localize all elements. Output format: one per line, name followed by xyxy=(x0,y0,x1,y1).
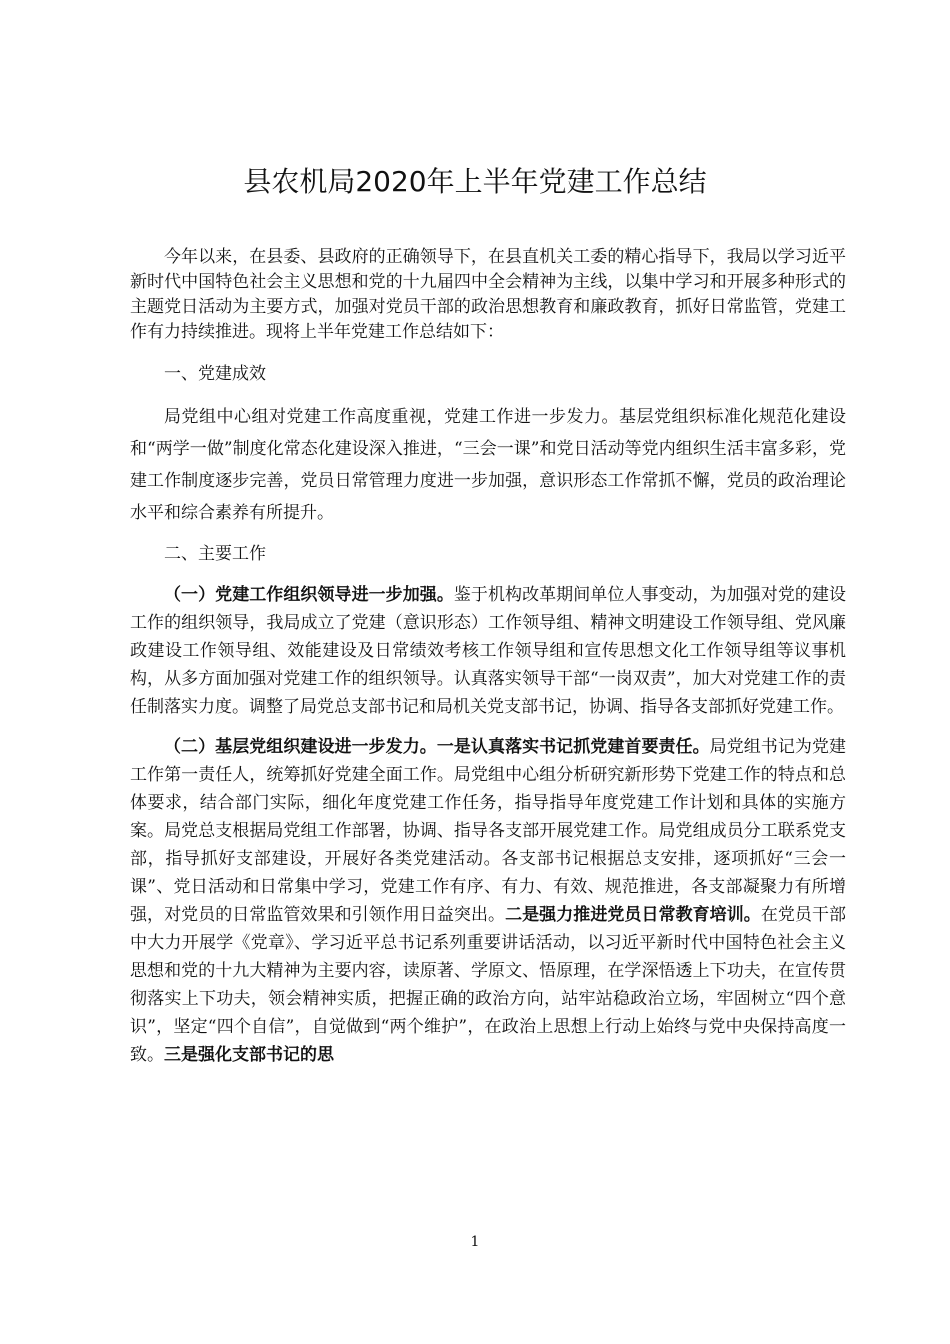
work-item-2-sub2-lead: 二是强力推进党员日常教育培训。 xyxy=(505,905,761,925)
work-item-1-lead: （一）党建工作组织领导进一步加强。 xyxy=(164,585,454,605)
work-item-2-paragraph xyxy=(130,733,846,1069)
work-item-1-paragraph xyxy=(130,581,846,721)
work-item-2-lead: （二）基层党组织建设进一步发力。 xyxy=(164,737,437,757)
work-item-1-body: 鉴于机构改革期间单位人事变动，为加强对党的建设工作的组织领导，我局成立了党建（意识形态）工作领导组、精神文明建设工作领导组、党风廉政建设工作领导组、效能建设及日常绩效考核工作领导组和宣传思想文化工作领导组等议事机构，从多方面加强对党建工作的组织领导。认真落实领导干部“一岗双责”，加大对党建工作的责任制落实力度。调整了局党总支部书记和局机关党支部书记，协调、指导各支部抓好党建工作。 xyxy=(130,585,847,717)
section-heading-results: 一、党建成效 xyxy=(164,364,266,384)
document-title: 县农机局2020年上半年党建工作总结 xyxy=(243,165,707,198)
work-item-2-sub1-body: 局党组书记为党建工作第一责任人，统筹抓好党建全面工作。局党组中心组分析研究新形势下党建工作的特点和总体要求，结合部门实际，细化年度党建工作任务，指导指导年度党建工作计划和具体的实施方案。局党总支根据局党组工作部署，协调、指导各支部开展党建工作。局党组成员分工联系党支部，指导抓好支部建设，开展好各类党建活动。各支部书记根据总支安排，逐项抓好“三会一课”、党日活动和日常集中学习，党建工作有序、有力、有效、规范推进，各支部凝聚力有所增强，对党员的日常监管效果和引领作用日益突出。 xyxy=(130,737,847,925)
document-body xyxy=(130,245,846,1069)
intro-paragraph: 今年以来，在县委、县政府的正确领导下，在县直机关工委的精心指导下，我局以学习近平新时代中国特色社会主义思想和党的十九届四中全会精神为主线，以集中学习和开展多种形式的主题党日活动为主要方式，加强对党员干部的政治思想教育和廉政教育，抓好日常监管，党建工作有力持续推进。现将上半年党建工作总结如下： xyxy=(130,247,846,342)
page-number: 1 xyxy=(470,1234,480,1250)
section-heading-main-work: 二、主要工作 xyxy=(164,544,266,564)
work-item-2-sub2-body: 在党员干部中大力开展学《党章》、学习近平总书记系列重要讲话活动，以习近平新时代中国特色社会主义思想和党的十九大精神为主要内容，读原著、学原文、悟原理，在学深悟透上下功夫，在宣传贯彻落实上下功夫，领会精神实质，把握正确的政治方向，站牢站稳政治立场，牢固树立“四个意识”，坚定“四个自信”，自觉做到“两个维护”，在政治上思想上行动上始终与党中央保持高度一致。 xyxy=(130,905,847,1065)
work-item-2-sub3-lead: 三是强化支部书记的思 xyxy=(164,1045,334,1065)
work-item-2-sub1-lead: 一是认真落实书记抓党建首要责任。 xyxy=(436,737,710,757)
results-paragraph: 局党组中心组对党建工作高度重视，党建工作进一步发力。基层党组织标准化规范化建设和“两学一做”制度化常态化建设深入推进，“三会一课”和党日活动等党内组织生活丰富多彩，党建工作制度逐步完善，党员日常管理力度进一步加强，意识形态工作常抓不懈，党员的政治理论水平和综合素养有所提升。 xyxy=(130,407,846,523)
